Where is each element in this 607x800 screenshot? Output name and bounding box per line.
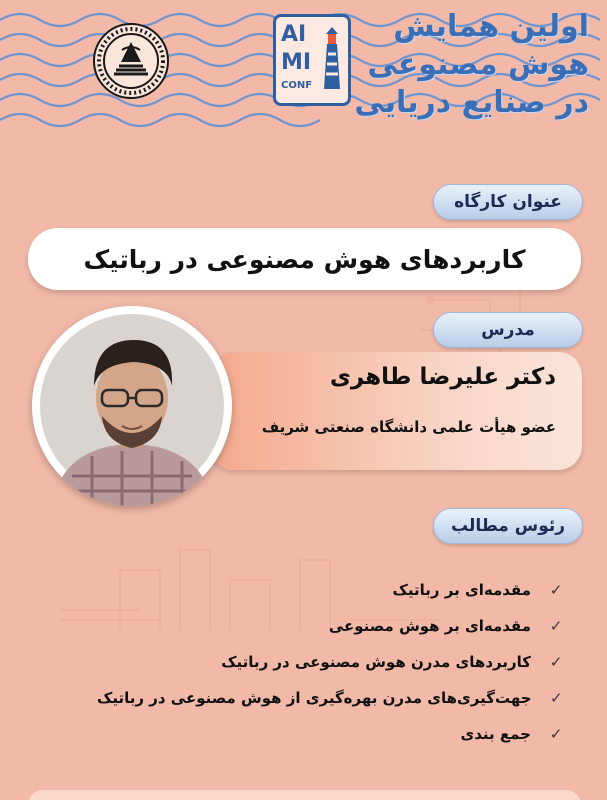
topic-text: کاربردهای مدرن هوش مصنوعی در رباتیک	[221, 653, 531, 671]
topic-text: مقدمه‌ای بر هوش مصنوعی	[328, 617, 531, 635]
instructor-name: دکتر علیرضا طاهری	[329, 364, 556, 390]
checkmark-icon: ✓	[549, 581, 563, 599]
instructor-card	[210, 352, 582, 470]
instructor-portrait-icon	[32, 306, 232, 506]
title-line-1: اولین همایش	[393, 9, 589, 44]
title-line-3: در صنایع دریایی	[354, 85, 589, 120]
instructor-label: مدرس	[433, 312, 583, 348]
topic-text: جمع بندی	[460, 725, 531, 743]
list-item	[97, 644, 567, 680]
topic-text: مقدمه‌ای بر رباتیک	[392, 581, 531, 599]
topics-list	[97, 572, 567, 752]
list-item	[97, 680, 567, 716]
list-item	[97, 608, 567, 644]
workshop-title: کاربردهای هوش مصنوعی در رباتیک	[83, 244, 526, 274]
logo-line-ai: AI	[281, 22, 307, 47]
conference-title	[329, 8, 589, 122]
university-seal-icon	[92, 22, 170, 100]
checkmark-icon: ✓	[549, 689, 563, 707]
instructor-affiliation: عضو هیأت علمی دانشگاه صنعتی شریف	[261, 418, 556, 436]
title-line-2: هوش مصنوعی	[367, 47, 589, 82]
instructor-photo	[32, 306, 232, 506]
workshop-label: عنوان کارگاه	[433, 184, 583, 220]
topics-label: رئوس مطالب	[433, 508, 583, 544]
logo-line-mi: MI	[281, 50, 312, 75]
bottom-info-bar	[28, 790, 581, 800]
topic-text: جهت‌گیری‌های مدرن بهره‌گیری از هوش مصنوعی در رباتیک	[97, 689, 532, 707]
checkmark-icon: ✓	[549, 725, 563, 743]
checkmark-icon: ✓	[549, 653, 563, 671]
list-item	[97, 716, 567, 752]
workshop-title-box	[28, 228, 581, 290]
logo-line-conf: CONF	[281, 80, 313, 91]
checkmark-icon: ✓	[549, 617, 563, 635]
list-item	[97, 572, 567, 608]
